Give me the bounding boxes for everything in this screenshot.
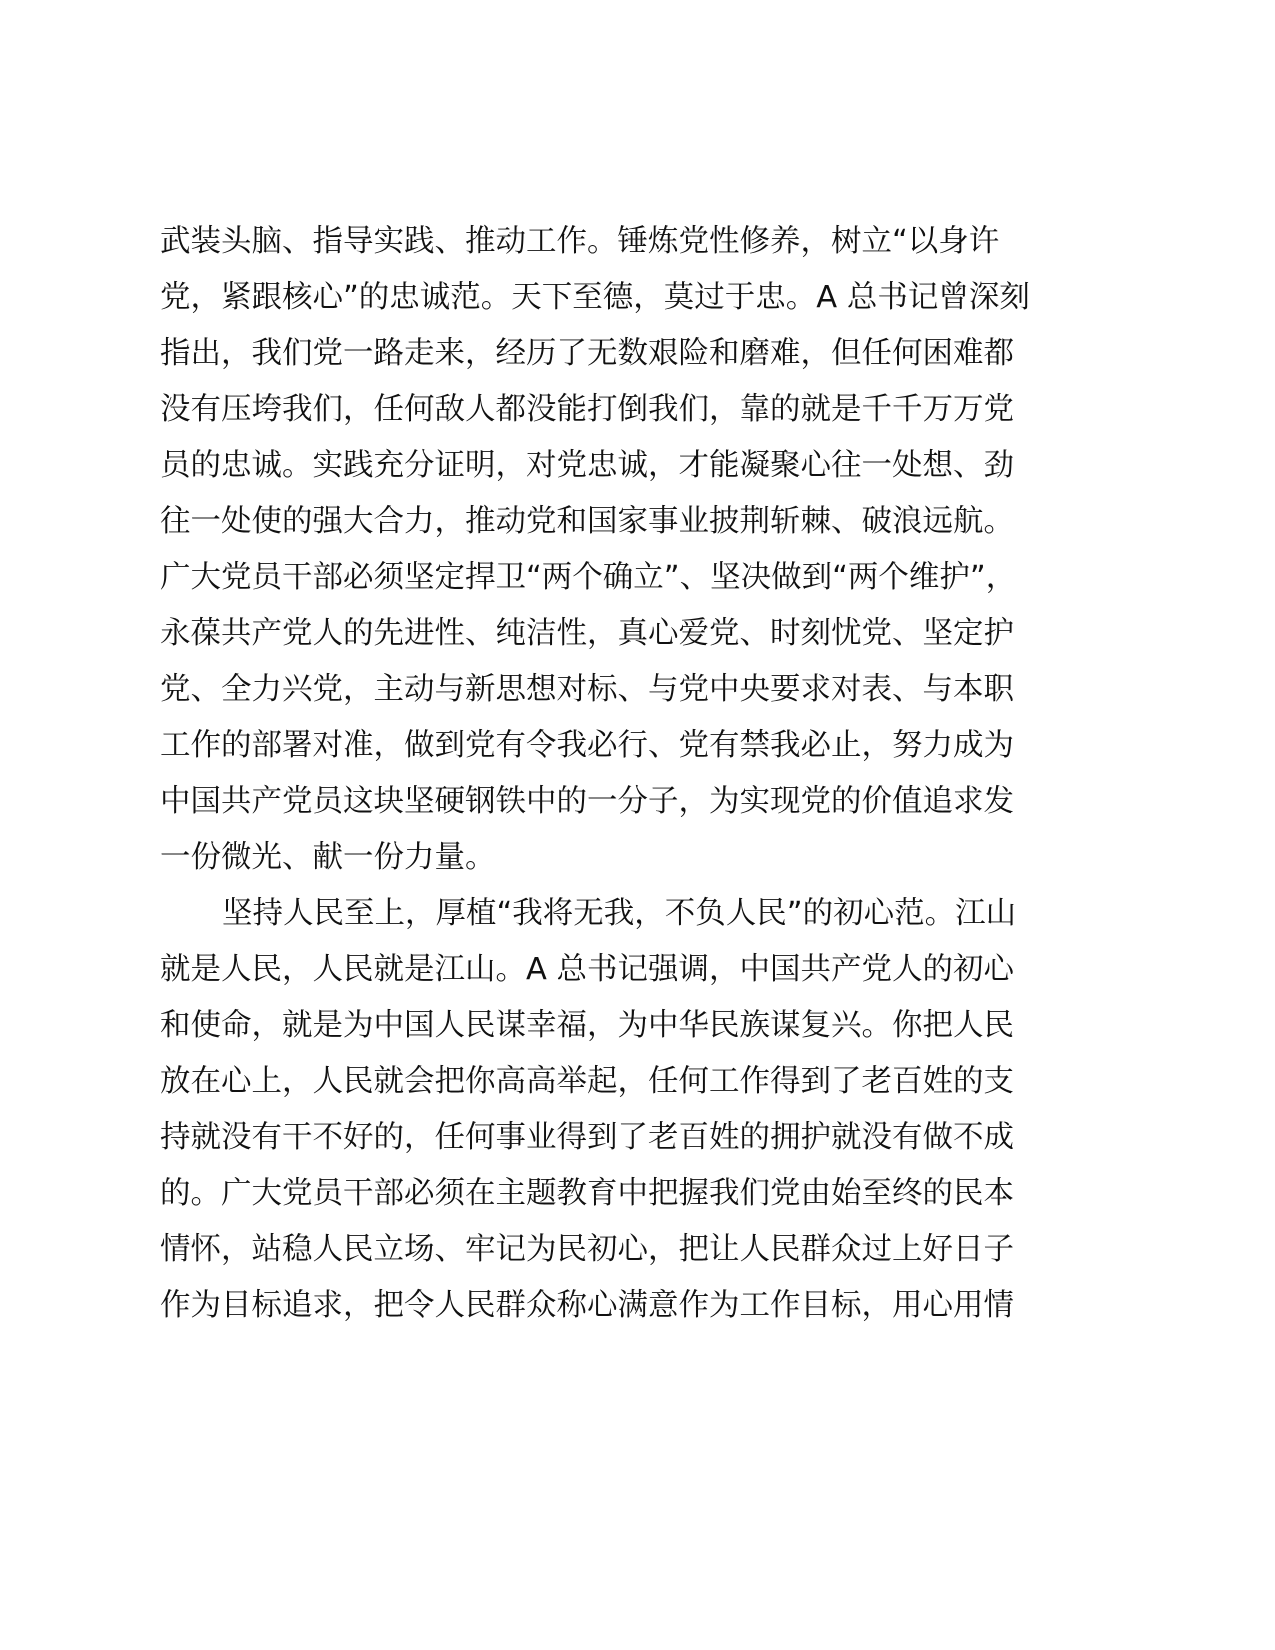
text-line: 情怀，站稳人民立场、牢记为民初心，把让人民群众过上好日子 bbox=[160, 1232, 1014, 1267]
text-line: 放在心上，人民就会把你高高举起，任何工作得到了老百姓的支 bbox=[160, 1064, 1014, 1099]
text-line: 中国共产党员这块坚硬钢铁中的一分子，为实现党的价值追求发 bbox=[160, 784, 1014, 819]
text-line: 永葆共产党人的先进性、纯洁性，真心爱党、时刻忧党、坚定护 bbox=[160, 616, 1014, 651]
text-line: 员的忠诚。实践充分证明，对党忠诚，才能凝聚心往一处想、劲 bbox=[160, 448, 1014, 483]
text-line: 和使命，就是为中国人民谋幸福，为中华民族谋复兴。你把人民 bbox=[160, 1008, 1014, 1043]
text-line: 党，紧跟核心”的忠诚范。天下至德，莫过于忠。A 总书记曾深刻 bbox=[160, 280, 1030, 315]
text-line: 广大党员干部必须坚定捍卫“两个确立”、坚决做到“两个维护”， bbox=[160, 560, 1017, 595]
text-line: 持就没有干不好的，任何事业得到了老百姓的拥护就没有做不成 bbox=[160, 1120, 1014, 1155]
text-line: 指出，我们党一路走来，经历了无数艰险和磨难，但任何困难都 bbox=[160, 336, 1014, 371]
text-line: 武装头脑、指导实践、推动工作。锤炼党性修养，树立“以身许 bbox=[160, 224, 1000, 259]
text-line: 工作的部署对准，做到党有令我必行、党有禁我必止，努力成为 bbox=[160, 728, 1014, 763]
text-line: 一份微光、献一份力量。 bbox=[160, 840, 496, 875]
text-line-indented: 坚持人民至上，厚植“我将无我，不负人民”的初心范。江山 bbox=[222, 896, 1017, 931]
text-line: 作为目标追求，把令人民群众称心满意作为工作目标，用心用情 bbox=[160, 1288, 1014, 1323]
paragraph-loyalty bbox=[160, 214, 1060, 886]
text-line: 党、全力兴党，主动与新思想对标、与党中央要求对表、与本职 bbox=[160, 672, 1014, 707]
text-line: 往一处使的强大合力，推动党和国家事业披荆斩棘、破浪远航。 bbox=[160, 504, 1014, 539]
text-line: 的。广大党员干部必须在主题教育中把握我们党由始至终的民本 bbox=[160, 1176, 1014, 1211]
body-text bbox=[160, 214, 1060, 1334]
text-line: 就是人民，人民就是江山。A 总书记强调，中国共产党人的初心 bbox=[160, 952, 1015, 987]
paragraph-people-first bbox=[160, 886, 1060, 1334]
text-line: 没有压垮我们，任何敌人都没能打倒我们，靠的就是千千万万党 bbox=[160, 392, 1014, 427]
